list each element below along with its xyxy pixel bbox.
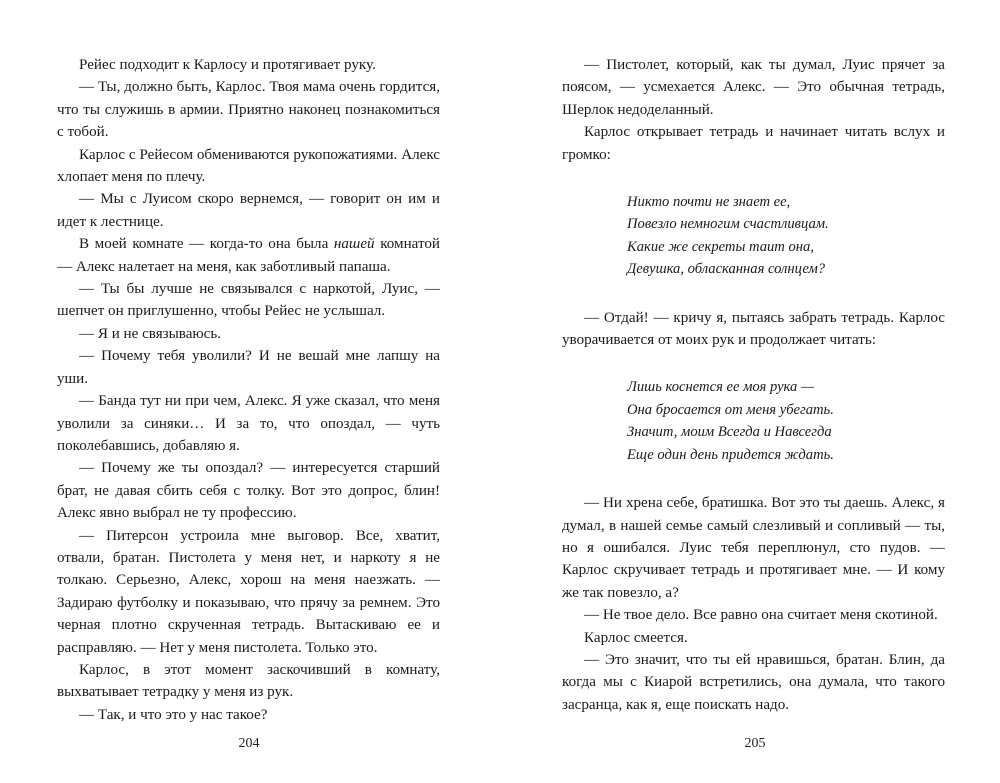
paragraph: — Это значит, что ты ей нравишься, братан. Блин, да когда мы с Киарой встретились, она думала, что такого засранца, как я, еще поискать надо. xyxy=(562,651,945,713)
paragraph: Карлос смеется. xyxy=(584,629,688,646)
poem-line: Еще один день придется ждать. xyxy=(627,446,834,463)
emphasized-word: нашей xyxy=(333,236,375,253)
paragraph-text: комнатой — Алекс налетает на меня, как заботливый папаша. xyxy=(57,236,440,275)
paragraph: Карлос с Рейесом обмениваются рукопожатиями. Алекс хлопает меня по плечу. xyxy=(57,146,440,186)
poem-stanza xyxy=(627,191,945,281)
paragraph: Карлос, в этот момент заскочивший в комнату, выхватывает тетрадку у меня из рук. xyxy=(57,661,440,701)
poem-stanza xyxy=(627,376,945,466)
paragraph: — Ты, должно быть, Карлос. Твоя мама очень гордится, что ты служишь в армии. Приятно наконец познакомиться с тобой. xyxy=(57,79,440,141)
poem-line: Лишь коснется ее моя рука — xyxy=(627,379,814,396)
paragraph: — Почему тебя уволили? И не вешай мне лапшу на уши. xyxy=(57,348,440,387)
right-page xyxy=(500,0,1000,783)
paragraph: Карлос открывает тетрадь и начинает читать вслух и громко: xyxy=(562,124,945,163)
paragraph xyxy=(57,233,440,278)
paragraph: — Так, и что это у нас такое? xyxy=(79,706,268,723)
left-page-text xyxy=(57,54,440,726)
paragraph: — Питерсон устроила мне выговор. Все, хватит, отвали, братан. Пистолета у меня нет, и наркоту я не толкаю. Серьезно, Алекс, хорош на меня наезжать. — Задираю футболку и показываю, что прячу за ремнем. Это черная плотно скрученная тетрадь. Вытаскиваю ее и расправляю. — Нет у меня пистолета. Только это. xyxy=(57,527,440,656)
paragraph: — Почему же ты опоздал? — интересуется старший брат, не давая сбить себя с толку. Вот это допрос, блин! Алекс явно выбрал не ту профессию. xyxy=(57,460,440,522)
page-number: 204 xyxy=(238,736,260,751)
poem-line: Повезло немногим счастливцам. xyxy=(627,216,829,233)
paragraph: — Ты бы лучше не связывался с наркотой, Луис, — шепчет он приглушенно, чтобы Рейес не услышал. xyxy=(57,281,440,320)
paragraph: — Я и не связываюсь. xyxy=(79,325,222,342)
paragraph: — Банда тут ни при чем, Алекс. Я уже сказал, что меня уволили за синяки… И за то, что опоздал, — чуть поколебавшись, добавляю я. xyxy=(57,393,440,454)
paragraph-text: В моей комнате — когда-то она была xyxy=(79,236,334,253)
paragraph: — Отдай! — кричу я, пытаясь забрать тетрадь. Карлос уворачивается от моих рук и продолжает читать: xyxy=(562,309,945,349)
paragraph: — Не твое дело. Все равно она считает меня скотиной. xyxy=(584,607,938,624)
poem-line: Никто почти не знает ее, xyxy=(627,194,791,211)
paragraph: — Ни хрена себе, братишка. Вот это ты даешь. Алекс, я думал, в нашей семье самый слезливый и сопливый — ты, но я ошибался. Луис тебя переплюнул, сто пудов. — Карлос скручивает тетрадь и протягивает мне. — И кому же так повезло, а? xyxy=(562,495,945,601)
paragraph: — Мы с Луисом скоро вернемся, — говорит он им и идет к лестнице. xyxy=(57,191,440,230)
right-page-text xyxy=(562,54,945,716)
paragraph: Рейес подходит к Карлосу и протягивает руку. xyxy=(79,57,376,73)
poem-line: Она бросается от меня убегать. xyxy=(627,401,834,418)
page-number: 205 xyxy=(744,736,766,751)
paragraph: — Пистолет, который, как ты думал, Луис прячет за поясом, — усмехается Алекс. — Это обычная тетрадь, Шерлок недоделанный. xyxy=(562,57,945,118)
poem-line: Значит, моим Всегда и Навсегда xyxy=(627,424,832,441)
poem-line: Какие же секреты таит она, xyxy=(627,238,814,255)
poem-line: Девушка, обласканная солнцем? xyxy=(627,261,826,278)
